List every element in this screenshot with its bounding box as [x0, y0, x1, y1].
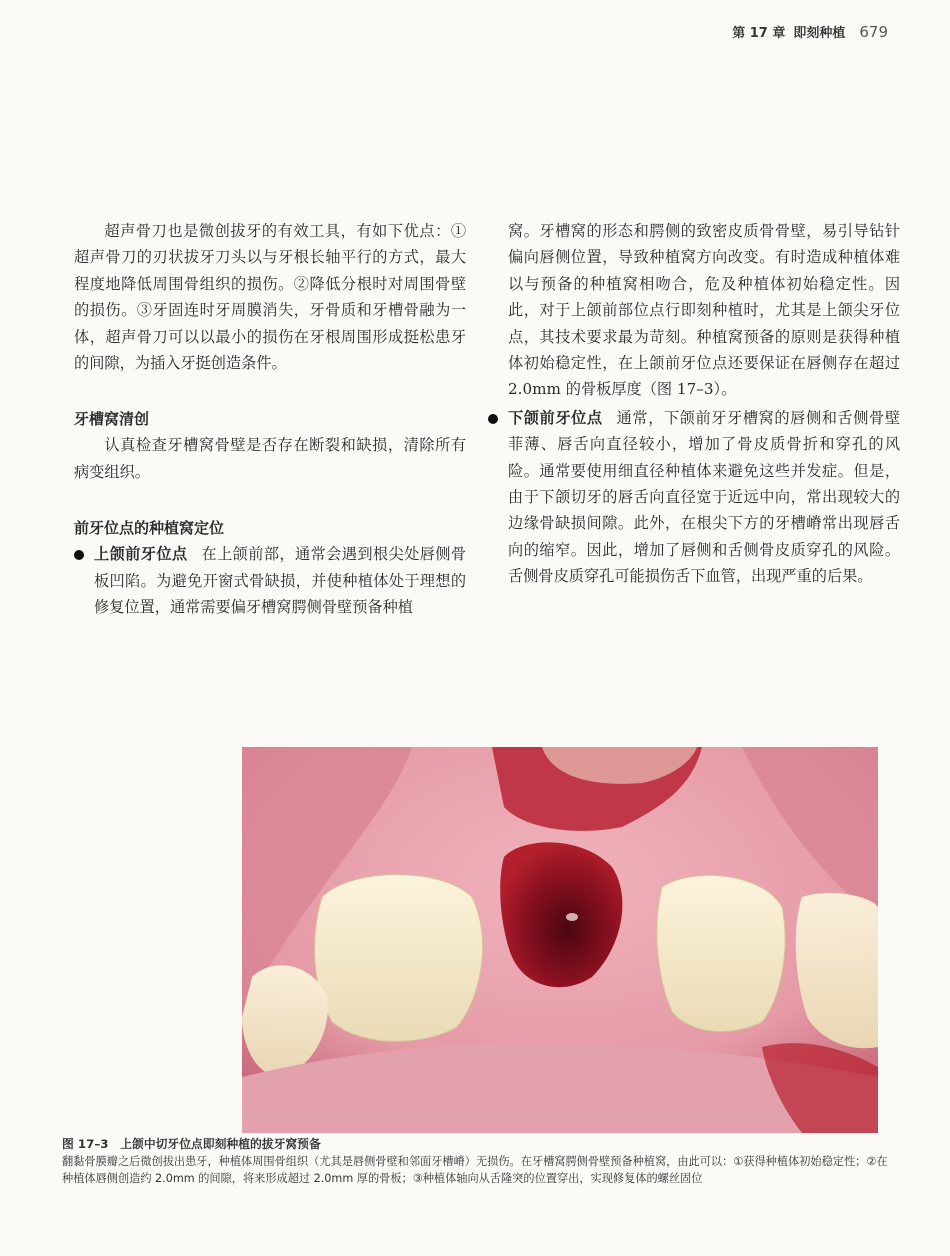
bullet-maxillary-anterior	[74, 541, 466, 620]
bullet-mandibular-anterior	[488, 405, 900, 590]
page-number: 679	[859, 23, 888, 41]
clinical-photo	[242, 747, 878, 1133]
paragraph-continued: 窝。牙槽窝的形态和腭侧的致密皮质骨骨壁，易引导钻针偏向唇侧位置，导致种植窝方向改变。有时造成种植体难以与预备的种植窝相吻合，危及种植体初始稳定性。因此，对于上颌前部位点行即刻种植时，尤其是上颌尖牙位点，其技术要求最为苛刻。种植窝预备的原则是获得种植体初始稳定性，在上颌前牙位点还要保证在唇侧存在超过 2.0mm 的骨板厚度（图 17–3）。	[508, 222, 900, 399]
running-header	[732, 22, 888, 41]
right-column	[508, 218, 900, 590]
socket-reflection	[566, 913, 578, 921]
bullet-dot	[488, 414, 498, 424]
section-heading-anterior-site: 前牙位点的种植窝定位	[74, 519, 225, 538]
figure-caption	[62, 1136, 892, 1187]
chapter-title: 即刻种植	[793, 26, 846, 41]
figure-caption-text: 翻黏骨膜瓣之后微创拔出患牙，种植体周围骨组织（尤其是唇侧骨壁和邻面牙槽嵴）无损伤。在牙槽窝腭侧骨壁预备种植窝，由此可以：①获得种植体初始稳定性；②在种植体唇侧创造约 2.0mm 的间隙，将来形成超过 2.0mm 厚的骨板；③种植体轴向从舌隆突的位置穿出，实现修复体的螺丝固位	[62, 1155, 888, 1185]
clinical-photo-illustration	[242, 747, 878, 1133]
paragraph-debridement: 认真检查牙槽窝骨壁是否存在断裂和缺损，清除所有病变组织。	[74, 436, 466, 481]
bullet-term: 下颌前牙位点	[508, 408, 603, 427]
bullet-text: 在上颌前部，通常会遇到根尖处唇侧骨板凹陷。为避免开窗式骨缺损，并使种植体处于理想的修复位置，通常需要偏牙槽窝腭侧骨壁预备种植	[94, 545, 467, 617]
paragraph-ultrasonic: 超声骨刀也是微创拔牙的有效工具，有如下优点：①超声骨刀的刃状拔牙刀头以与牙根长轴平行的方式，最大程度地降低周围骨组织的损伤。②降低分根时对周围骨壁的损伤。③牙固连时牙周膜消失，牙骨质和牙槽骨融为一体，超声骨刀可以以最小的损伤在牙根周围形成挺松患牙的间隙，为插入牙挺创造条件。	[74, 222, 466, 373]
right-central-incisor	[657, 875, 785, 1031]
left-central-incisor	[315, 875, 483, 1042]
chapter-label: 第 17 章	[732, 26, 786, 41]
figure-title: 图 17–3 上颌中切牙位点即刻种植的拔牙窝预备	[62, 1137, 321, 1151]
section-heading-socket-debridement: 牙槽窝清创	[74, 410, 150, 429]
bullet-term: 上颌前牙位点	[94, 545, 188, 564]
bullet-text: 通常，下颌前牙牙槽窝的唇侧和舌侧骨壁菲薄、唇舌向直径较小，增加了骨皮质骨折和穿孔的风险。通常要使用细直径种植体来避免这些并发症。但是，由于下颌切牙的唇舌向直径宽于近远中向，常出现较大的边缘骨缺损间隙。此外，在根尖下方的牙槽嵴常出现唇舌向的缩窄。因此，增加了唇侧和舌侧骨皮质穿孔的风险。舌侧骨皮质穿孔可能损伤舌下血管，出现严重的后果。	[508, 408, 901, 586]
left-column	[74, 218, 466, 620]
bullet-dot	[74, 550, 84, 560]
